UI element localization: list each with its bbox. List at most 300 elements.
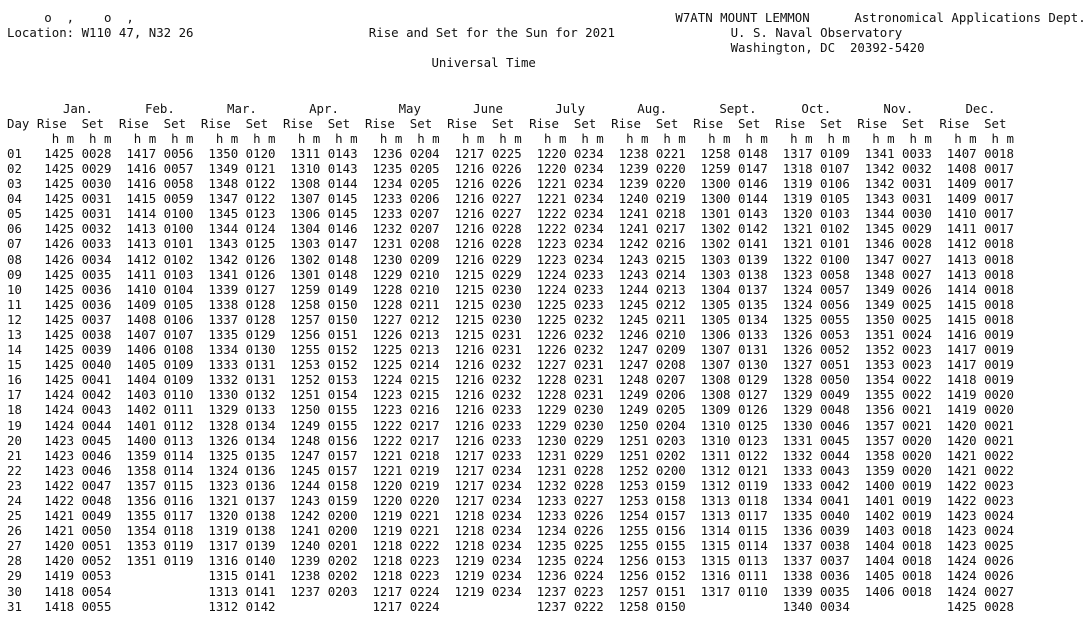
rise-time: 1318 (775, 160, 813, 176)
set-time: 0122 (238, 176, 276, 192)
set-time: 0226 (484, 160, 522, 176)
rise-time: 1402 (118, 402, 157, 418)
set-time: 0131 (238, 357, 276, 373)
rise-set-cell (939, 146, 1021, 161)
rise-time: 1216 (447, 206, 485, 222)
set-time: 0233 (566, 266, 604, 282)
set-time: 0049 (812, 387, 850, 403)
set-time: 0025 (976, 538, 1014, 554)
rise-set-cell (365, 448, 447, 463)
table-row (7, 599, 1086, 614)
set-time: 0231 (484, 326, 522, 342)
set-time: 0206 (648, 387, 686, 403)
rise-time: 1216 (447, 387, 485, 403)
rise-set-cell (37, 463, 119, 478)
rise-time: 1355 (118, 508, 157, 524)
rise-time: 1247 (282, 447, 321, 463)
rise-time: 1356 (857, 402, 895, 418)
set-time: 0143 (730, 206, 768, 222)
rise-set-cell (201, 584, 283, 599)
rise-time: 1416 (118, 176, 157, 192)
set-time: 0021 (894, 402, 932, 418)
rise-set-cell (201, 402, 283, 417)
set-time: 0234 (566, 251, 604, 267)
rise-set-cell (447, 448, 529, 463)
rise-set-cell (365, 568, 447, 583)
rise-time: 1417 (939, 357, 977, 373)
rise-set-cell (693, 463, 775, 478)
rise-time: 1319 (200, 523, 239, 539)
rise-time: 1251 (282, 387, 321, 403)
set-time: 0056 (156, 145, 194, 161)
rise-set-cell (693, 342, 775, 357)
rise-set-cell (693, 523, 775, 538)
rise-set-cell (37, 282, 119, 297)
rise-set-cell (447, 433, 529, 448)
rise-time: 1301 (282, 266, 321, 282)
rise-set-cell (529, 146, 611, 161)
set-time: 0219 (648, 191, 686, 207)
set-time: 0152 (320, 357, 358, 373)
set-time: 0100 (156, 206, 194, 222)
rise-time: 1402 (857, 508, 895, 524)
set-time: 0026 (976, 568, 1014, 584)
rise-time: 1216 (447, 417, 485, 433)
rise-time: 1307 (282, 191, 321, 207)
rise-time: 1218 (365, 553, 403, 569)
set-time: 0209 (648, 342, 686, 358)
rise-set-cell (775, 146, 857, 161)
set-time: 0144 (730, 191, 768, 207)
set-time: 0020 (976, 387, 1014, 403)
rise-set-cell (447, 357, 529, 372)
rise-set-cell (693, 568, 775, 583)
rise-set-cell (201, 523, 283, 538)
rise-set-cell (447, 463, 529, 478)
rise-time: 1406 (118, 342, 157, 358)
rise-label: Rise (775, 115, 806, 131)
rise-time: 1302 (282, 251, 321, 267)
set-time: 0147 (320, 236, 358, 252)
set-time: 0127 (730, 387, 768, 403)
rise-set-cell (611, 206, 693, 221)
set-time: 0233 (484, 417, 522, 433)
rise-time: 1235 (529, 538, 567, 554)
rise-set-cell (365, 402, 447, 417)
rise-set-cell (365, 372, 447, 387)
set-time: 0218 (402, 447, 440, 463)
set-time: 0157 (648, 508, 686, 524)
coord-marks: o , o , (7, 10, 134, 25)
rise-set-label-pair (939, 116, 1021, 131)
set-time: 0050 (812, 372, 850, 388)
rise-set-cell (693, 146, 775, 161)
set-time: 0041 (74, 372, 112, 388)
rise-set-cell (119, 402, 201, 417)
rise-set-cell (939, 282, 1021, 297)
rise-time: 1218 (365, 568, 403, 584)
month-header-sept: Sept. (696, 100, 757, 116)
rise-time: 1216 (447, 357, 485, 373)
day-number: 01 (7, 145, 22, 161)
set-time: 0232 (566, 342, 604, 358)
rise-set-cell (283, 176, 365, 191)
rise-set-cell (201, 568, 283, 583)
rise-time: 1425 (36, 206, 75, 222)
rise-time: 1423 (36, 432, 75, 448)
set-time: 0211 (402, 296, 440, 312)
set-time: 0027 (894, 251, 932, 267)
rise-set-cell (119, 538, 201, 553)
rise-set-cell (611, 523, 693, 538)
set-time: 0115 (730, 523, 768, 539)
rise-time: 1231 (529, 447, 567, 463)
set-time: 0134 (238, 417, 276, 433)
rise-time: 1242 (282, 508, 321, 524)
set-time: 0126 (238, 251, 276, 267)
rise-set-cell (529, 312, 611, 327)
rise-time: 1333 (775, 477, 813, 493)
rise-time: 1215 (447, 311, 485, 327)
rise-time: 1324 (775, 281, 813, 297)
rise-set-cell (201, 282, 283, 297)
rise-time: 1241 (282, 523, 321, 539)
rise-time: 1425 (36, 145, 75, 161)
rise-time: 1420 (36, 553, 75, 569)
day-number: 18 (7, 402, 22, 418)
rise-time: 1231 (365, 236, 403, 252)
set-time: 0051 (812, 357, 850, 373)
set-time: 0148 (320, 251, 358, 267)
rise-time: 1228 (365, 281, 403, 297)
set-time: 0159 (648, 477, 686, 493)
set-time: 0118 (730, 493, 768, 508)
set-time: 0120 (238, 145, 276, 161)
set-time: 0209 (402, 251, 440, 267)
set-time: 0223 (402, 568, 440, 584)
station-title: W7ATN MOUNT LEMMON (675, 10, 810, 25)
rise-set-cell (775, 508, 857, 523)
rise-set-cell (119, 372, 201, 387)
rise-set-cell (529, 161, 611, 176)
rise-set-cell (857, 418, 939, 433)
set-time: 0023 (894, 357, 932, 373)
rise-time: 1404 (118, 372, 157, 388)
rise-time: 1420 (939, 432, 977, 448)
rise-set-cell (857, 584, 939, 599)
rise-time: 1312 (693, 462, 731, 478)
rise-time: 1239 (282, 553, 321, 569)
set-time: 0234 (484, 538, 522, 554)
set-time: 0020 (976, 402, 1014, 418)
rise-set-cell (283, 568, 365, 583)
set-time: 0057 (156, 160, 194, 176)
location-text: Location: W110 47, N32 26 (7, 25, 194, 41)
set-time: 0100 (156, 221, 194, 237)
day-column-label: Day (7, 115, 30, 131)
rise-time: 1341 (200, 266, 239, 282)
set-time: 0032 (894, 160, 932, 176)
rise-time: 1222 (365, 417, 403, 433)
rise-time: 1300 (693, 176, 731, 192)
set-time: 0025 (894, 311, 932, 327)
rise-set-cell (775, 568, 857, 583)
rise-time: 1358 (118, 462, 157, 478)
rise-time: 1241 (611, 206, 649, 222)
rise-set-cell (37, 402, 119, 417)
rise-time: 1404 (857, 538, 895, 554)
set-label: Set (402, 115, 433, 131)
rise-set-cell (37, 357, 119, 372)
rise-set-cell (857, 297, 939, 312)
rise-time: 1309 (693, 402, 731, 418)
rise-set-cell (365, 342, 447, 357)
rise-set-cell (693, 553, 775, 568)
rise-time: 1412 (939, 236, 977, 252)
set-time: 0127 (238, 281, 276, 297)
rise-set-cell (37, 448, 119, 463)
set-time: 0228 (484, 236, 522, 252)
set-time: 0030 (894, 206, 932, 222)
rise-time: 1342 (857, 176, 895, 192)
rise-set-cell (365, 267, 447, 282)
rise-time: 1255 (611, 538, 649, 554)
rise-time: 1322 (775, 251, 813, 267)
rise-set-cell (857, 538, 939, 553)
set-time: 0203 (320, 583, 358, 599)
set-time: 0139 (730, 251, 768, 267)
rise-time: 1326 (775, 342, 813, 358)
set-time: 0213 (402, 326, 440, 342)
table-row (7, 161, 1086, 176)
rise-time: 1355 (857, 387, 895, 403)
rise-set-cell (201, 146, 283, 161)
rise-time: 1222 (365, 432, 403, 448)
set-time: 0110 (156, 387, 194, 403)
rise-time: 1232 (529, 477, 567, 493)
rise-time: 1252 (611, 462, 649, 478)
day-number: 03 (7, 176, 22, 192)
rise-time: 1413 (118, 221, 157, 237)
rise-set-cell (37, 433, 119, 448)
set-time: 0018 (894, 568, 932, 584)
rise-time: 1317 (693, 583, 731, 599)
rise-time: 1255 (282, 342, 321, 358)
rise-set-cell (857, 161, 939, 176)
rise-set-cell (37, 327, 119, 342)
rise-time: 1219 (365, 523, 403, 539)
rise-set-cell (529, 221, 611, 236)
rise-time: 1421 (939, 447, 977, 463)
rise-set-cell (365, 327, 447, 342)
set-time: 0043 (812, 462, 850, 478)
set-time: 0150 (320, 296, 358, 312)
rise-time: 1339 (775, 583, 813, 599)
rise-set-cell (37, 221, 119, 236)
rise-time: 1316 (693, 568, 731, 584)
rise-time: 1417 (939, 342, 977, 358)
set-time: 0021 (894, 417, 932, 433)
rise-set-cell (939, 267, 1021, 282)
rise-set-cell (611, 478, 693, 493)
rise-time: 1308 (282, 176, 321, 192)
table-row (7, 176, 1086, 191)
rise-time: 1219 (447, 553, 485, 569)
rise-time: 1220 (529, 160, 567, 176)
rise-set-cell (857, 236, 939, 251)
rise-time: 1409 (939, 191, 977, 207)
rise-time: 1310 (693, 432, 731, 448)
rise-time: 1421 (36, 508, 75, 524)
rise-time: 1216 (447, 176, 485, 192)
rise-time: 1423 (939, 523, 977, 539)
set-label: Set (566, 115, 597, 131)
set-time: 0020 (894, 447, 932, 463)
set-time: 0113 (730, 553, 768, 569)
set-time: 0058 (812, 266, 850, 282)
rise-set-cell (775, 402, 857, 417)
rise-time: 1421 (36, 523, 75, 539)
set-time: 0048 (812, 402, 850, 418)
rise-set-cell (365, 553, 447, 568)
rise-set-cell (119, 433, 201, 448)
set-time: 0119 (156, 553, 194, 569)
set-time: 0153 (320, 372, 358, 388)
rise-set-cell (37, 418, 119, 433)
rise-set-label-pair (529, 116, 611, 131)
set-time: 0155 (320, 402, 358, 418)
rise-set-cell (857, 357, 939, 372)
rise-set-cell (775, 206, 857, 221)
day-number: 31 (7, 598, 22, 614)
table-row (7, 372, 1086, 387)
set-time: 0031 (74, 206, 112, 222)
day-number: 04 (7, 191, 22, 207)
set-time: 0027 (976, 583, 1014, 599)
rise-time: 1406 (857, 583, 895, 599)
rise-set-cell (939, 463, 1021, 478)
rise-set-cell (939, 387, 1021, 402)
rise-time: 1333 (200, 357, 239, 373)
rise-time: 1329 (775, 402, 813, 418)
rise-time: 1229 (529, 402, 567, 418)
set-time: 0226 (484, 176, 522, 192)
rise-time: 1234 (365, 176, 403, 192)
set-time: 0158 (320, 477, 358, 493)
rise-set-cell (201, 327, 283, 342)
set-time: 0022 (976, 462, 1014, 478)
rise-set-cell (37, 372, 119, 387)
rise-label: Rise (611, 115, 641, 131)
rise-set-cell (611, 584, 693, 599)
rise-time: 1425 (36, 160, 75, 176)
month-header-dec: Dec. (943, 100, 996, 116)
rise-time: 1330 (200, 387, 239, 403)
set-label: Set (74, 115, 104, 131)
set-time: 0143 (320, 160, 358, 176)
set-time: 0234 (566, 176, 604, 192)
rise-set-cell (37, 146, 119, 161)
set-time: 0229 (566, 432, 604, 448)
rise-time: 1223 (529, 251, 567, 267)
rise-set-cell (529, 402, 611, 417)
rise-time: 1237 (529, 598, 567, 614)
rise-time: 1237 (282, 583, 321, 599)
rise-set-cell (775, 493, 857, 508)
rise-time: 1425 (36, 342, 75, 358)
set-time: 0121 (238, 160, 276, 176)
set-time: 0019 (976, 357, 1014, 373)
rise-set-cell (857, 478, 939, 493)
set-time: 0111 (730, 568, 768, 584)
rise-time: 1248 (282, 432, 321, 448)
rise-set-cell (529, 342, 611, 357)
table-row (7, 568, 1086, 583)
rise-label: Rise (939, 115, 970, 131)
table-row (7, 206, 1086, 221)
set-time: 0221 (402, 523, 440, 539)
set-time: 0119 (730, 477, 768, 493)
set-time: 0041 (812, 493, 850, 508)
set-time: 0050 (74, 523, 112, 539)
set-time: 0029 (74, 160, 112, 176)
rise-time: 1343 (200, 236, 239, 252)
rise-time: 1351 (857, 326, 895, 342)
rise-set-cell (611, 221, 693, 236)
rise-time: 1252 (282, 372, 321, 388)
rise-set-cell (529, 372, 611, 387)
rise-time: 1425 (939, 598, 977, 614)
month-header-aug: Aug. (614, 100, 668, 116)
rise-time: 1313 (200, 583, 239, 599)
rise-set-cell (529, 282, 611, 297)
day-number: 20 (7, 432, 22, 448)
set-time: 0157 (320, 462, 358, 478)
rise-time: 1314 (693, 523, 731, 539)
rise-set-cell (529, 252, 611, 267)
rise-set-cell (365, 221, 447, 236)
day-number: 10 (7, 281, 22, 297)
rise-time: 1312 (693, 477, 731, 493)
set-label: Set (648, 115, 679, 131)
rise-set-cell (201, 387, 283, 402)
rise-time: 1302 (693, 221, 731, 237)
rise-set-cell (939, 553, 1021, 568)
set-time: 0018 (894, 538, 932, 554)
rise-time: 1425 (36, 296, 75, 312)
set-time: 0159 (320, 493, 358, 508)
set-time: 0224 (566, 568, 604, 584)
day-number: 28 (7, 553, 22, 569)
rise-time: 1336 (775, 523, 813, 539)
rise-time: 1229 (365, 266, 403, 282)
set-time: 0234 (484, 462, 522, 478)
rise-set-cell (119, 493, 201, 508)
set-label: Set (976, 115, 1007, 131)
rise-set-cell (775, 523, 857, 538)
rise-set-cell (283, 146, 365, 161)
rise-time: 1415 (939, 311, 977, 327)
rise-set-cell (775, 433, 857, 448)
set-time: 0111 (156, 402, 194, 418)
set-time: 0232 (566, 311, 604, 327)
rise-set-cell (283, 267, 365, 282)
rise-set-cell (939, 342, 1021, 357)
rise-time: 1250 (282, 402, 321, 418)
rise-time: 1333 (775, 462, 813, 478)
rise-set-cell (611, 357, 693, 372)
set-time: 0052 (812, 342, 850, 358)
